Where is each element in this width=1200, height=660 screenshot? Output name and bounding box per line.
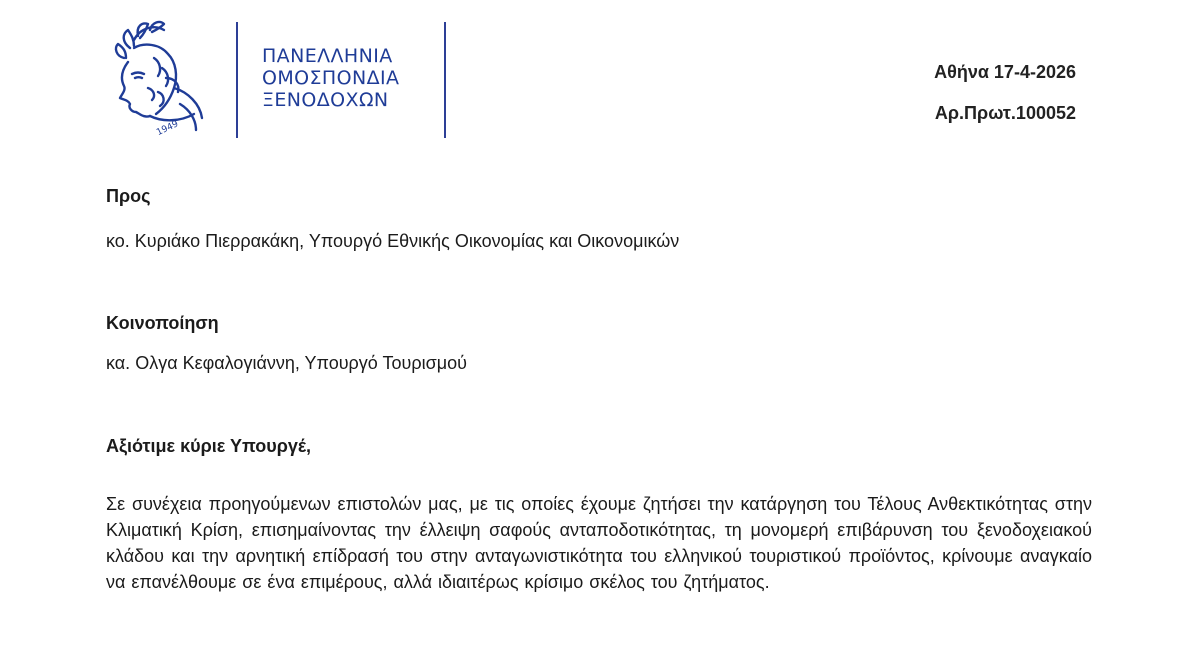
hermes-head-icon <box>104 18 220 142</box>
logo-divider <box>236 22 238 138</box>
salutation: Αξιότιμε κύριε Υπουργέ, <box>106 436 311 456</box>
org-name-line-2: ΟΜΟΣΠΟΝΔΙΑ <box>262 67 400 89</box>
organization-name <box>262 45 434 111</box>
cc-label: Κοινοποίηση <box>106 313 219 333</box>
recipient-section <box>106 185 1092 251</box>
letter-date: Αθήνα 17-4-2026 <box>934 62 1076 82</box>
logo-year: 1949 <box>155 119 181 139</box>
org-name-divider <box>444 22 446 138</box>
recipient-label: Προς <box>106 186 151 206</box>
letter-meta <box>934 60 1076 142</box>
org-name-line-3: ΞΕΝΟΔΟΧΩΝ <box>262 89 389 111</box>
cc-section <box>106 312 1092 373</box>
recipient-name: κο. Κυριάκο Πιερρακάκη, Υπουργό Εθνικής Οικονομίας και Οικονομικών <box>106 231 680 251</box>
federation-logo <box>104 18 220 142</box>
protocol-number: Αρ.Πρωτ.100052 <box>934 103 1076 123</box>
cc-name: κα. Ολγα Κεφαλογιάννη, Υπουργό Τουρισμού <box>106 353 467 373</box>
org-name-line-1: ΠΑΝΕΛΛΗΝΙΑ <box>262 45 393 67</box>
body-paragraph: Σε συνέχεια προηγούμενων επιστολών μας, με τις οποίες έχουμε ζητήσει την κατάργηση του Τέλους Ανθεκτικότητας στην Κλιματική Κρίση, επισημαίνοντας την έλλειψη σαφούς ανταποδοτικότητας, τη μονομερή επιβάρυνση του ξενοδοχειακού κλάδου και την αρνητική επίδρασή του στην ανταγωνιστικότητα του ελληνικού τουριστικού προϊόντος, κρίνουμε αναγκαίο να επανέλθουμε σε ένα επιμέρους, αλλά ιδιαιτέρως κρίσιμο σκέλος του ζητήματος. <box>106 494 1092 592</box>
